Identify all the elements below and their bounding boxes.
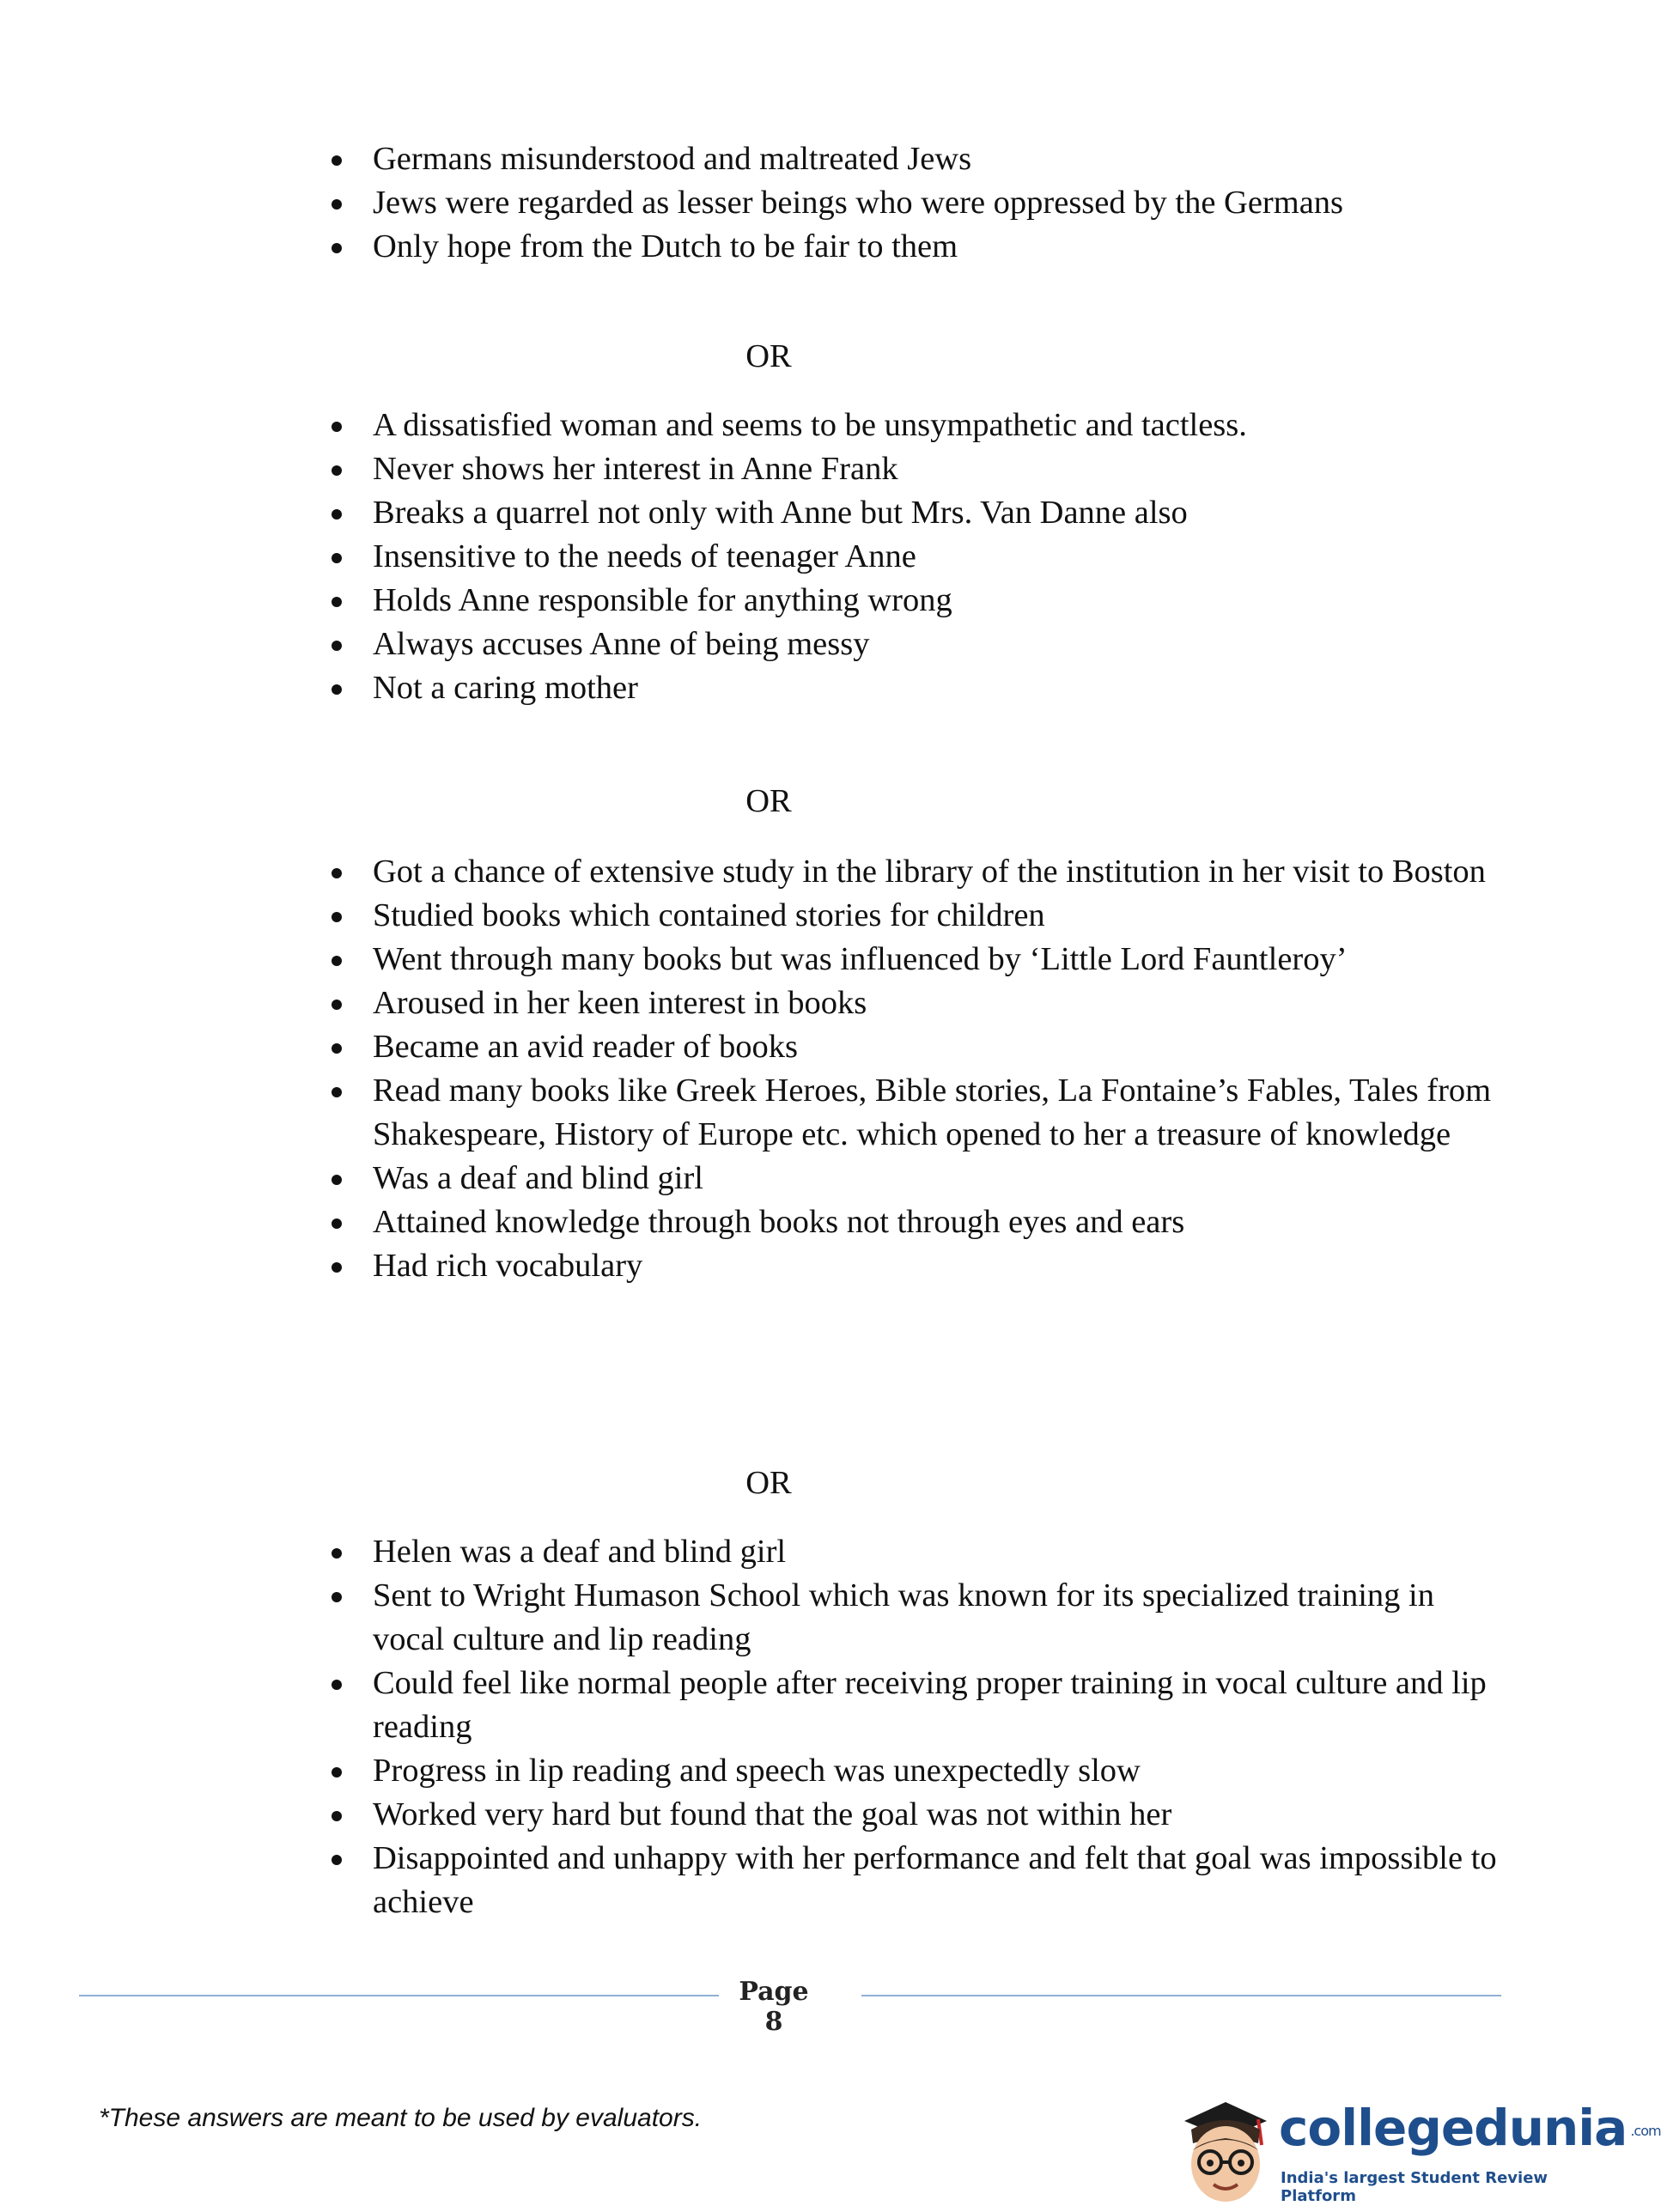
bullet-icon xyxy=(332,553,342,563)
bullet-icon xyxy=(332,155,342,166)
list-item xyxy=(318,535,1503,579)
or-separator-3: OR xyxy=(745,1465,792,1501)
list-item-text: Never shows her interest in Anne Frank xyxy=(373,451,898,487)
list-item-text: Disappointed and unhappy with her performance and felt that goal was impossible to achieve xyxy=(373,1840,1497,1920)
list-item xyxy=(318,938,1503,981)
list-item-text: Not a caring mother xyxy=(373,670,638,706)
bullet-icon xyxy=(332,1680,342,1690)
bullet-icon xyxy=(332,912,342,922)
list-item xyxy=(318,894,1503,938)
bullet-icon xyxy=(332,1811,342,1821)
list-item xyxy=(318,981,1503,1025)
list-item-text: Had rich vocabulary xyxy=(373,1248,643,1284)
list-item-text: Aroused in her keen interest in books xyxy=(373,985,867,1021)
mascot-icon xyxy=(1172,2095,1275,2207)
bullet-icon xyxy=(332,1592,342,1602)
or-separator-1: OR xyxy=(745,338,792,374)
logo-domain-suffix: .com xyxy=(1630,2123,1661,2140)
bullet-icon xyxy=(332,1218,342,1229)
bullet-icon xyxy=(332,641,342,651)
bullet-icon xyxy=(332,1175,342,1185)
bullet-icon xyxy=(332,1043,342,1054)
list-item xyxy=(318,1025,1503,1069)
bullet-icon xyxy=(332,1548,342,1559)
collegedunia-logo xyxy=(1172,2095,1661,2207)
bullet-list-4 xyxy=(318,1530,1503,1924)
bullet-icon xyxy=(332,597,342,607)
list-item-text: Attained knowledge through books not through eyes and ears xyxy=(373,1204,1185,1240)
list-item-text: Went through many books but was influenced by ‘Little Lord Fauntleroy’ xyxy=(373,941,1348,977)
bullet-list-1 xyxy=(318,137,1503,269)
list-item-text: Read many books like Greek Heroes, Bible stories, La Fontaine’s Fables, Tales from Shakespeare, History of Europe etc. which opened to her a treasure of knowledge xyxy=(373,1073,1492,1152)
list-item-text: Progress in lip reading and speech was unexpectedly slow xyxy=(373,1753,1141,1789)
list-item xyxy=(318,137,1503,181)
list-item xyxy=(318,1662,1503,1749)
list-item xyxy=(318,1244,1503,1288)
logo-tagline: India's largest Student Review Platform xyxy=(1281,2169,1548,2205)
list-item xyxy=(318,225,1503,269)
list-item xyxy=(318,447,1503,491)
bullet-icon xyxy=(332,868,342,878)
bullet-icon xyxy=(332,465,342,476)
list-item xyxy=(318,1530,1503,1574)
list-item-text: Studied books which contained stories for children xyxy=(373,897,1045,933)
bullet-icon xyxy=(332,956,342,966)
list-item xyxy=(318,181,1503,225)
bullet-list-3 xyxy=(318,850,1503,1288)
bullet-icon xyxy=(332,1855,342,1865)
list-item xyxy=(318,404,1503,447)
bullet-icon xyxy=(332,199,342,210)
evaluator-note: *These answers are meant to be used by evaluators. xyxy=(99,2104,703,2132)
list-item-text: Breaks a quarrel not only with Anne but Mrs. Van Danne also xyxy=(373,495,1188,531)
list-item xyxy=(318,850,1503,894)
list-item-text: Became an avid reader of books xyxy=(373,1029,798,1065)
bullet-icon xyxy=(332,1000,342,1010)
list-item xyxy=(318,1793,1503,1837)
list-item-text: Germans misunderstood and maltreated Jews xyxy=(373,141,972,177)
list-item xyxy=(318,666,1503,710)
list-item-text: Helen was a deaf and blind girl xyxy=(373,1534,787,1570)
list-item xyxy=(318,1069,1503,1157)
footer-rule-left xyxy=(79,1995,719,1996)
bullet-icon xyxy=(332,243,342,253)
bullet-icon xyxy=(332,1262,342,1273)
list-item-text: Was a deaf and blind girl xyxy=(373,1160,703,1196)
list-item xyxy=(318,1749,1503,1793)
list-item xyxy=(318,491,1503,535)
list-item xyxy=(318,1574,1503,1662)
list-item-text: Jews were regarded as lesser beings who were oppressed by the Germans xyxy=(373,185,1344,221)
bullet-icon xyxy=(332,684,342,695)
list-item-text: Insensitive to the needs of teenager Anne xyxy=(373,538,916,574)
bullet-icon xyxy=(332,422,342,432)
or-separator-2: OR xyxy=(745,783,792,819)
bullet-icon xyxy=(332,509,342,520)
list-item-text: Holds Anne responsible for anything wrong xyxy=(373,582,952,618)
bullet-icon xyxy=(332,1087,342,1097)
logo-wordmark: collegedunia .com xyxy=(1279,2099,1661,2157)
list-item-text: Got a chance of extensive study in the library of the institution in her visit to Boston xyxy=(373,854,1486,890)
list-item-text: Worked very hard but found that the goal was not within her xyxy=(373,1796,1172,1832)
list-item xyxy=(318,1200,1503,1244)
list-item-text: A dissatisfied woman and seems to be unsympathetic and tactless. xyxy=(373,407,1247,443)
list-item xyxy=(318,579,1503,623)
bullet-icon xyxy=(332,1767,342,1778)
bullet-list-2 xyxy=(318,404,1503,710)
list-item xyxy=(318,1157,1503,1200)
list-item-text: Only hope from the Dutch to be fair to them xyxy=(373,228,958,264)
list-item xyxy=(318,1837,1503,1924)
page-number: Page 8 xyxy=(739,1977,809,2037)
list-item-text: Always accuses Anne of being messy xyxy=(373,626,870,662)
list-item-text: Sent to Wright Humason School which was known for its specialized training in vocal culture and lip reading xyxy=(373,1577,1434,1657)
list-item xyxy=(318,623,1503,666)
footer-rule-right xyxy=(861,1995,1501,1996)
list-item-text: Could feel like normal people after receiving proper training in vocal culture and lip reading xyxy=(373,1665,1487,1745)
